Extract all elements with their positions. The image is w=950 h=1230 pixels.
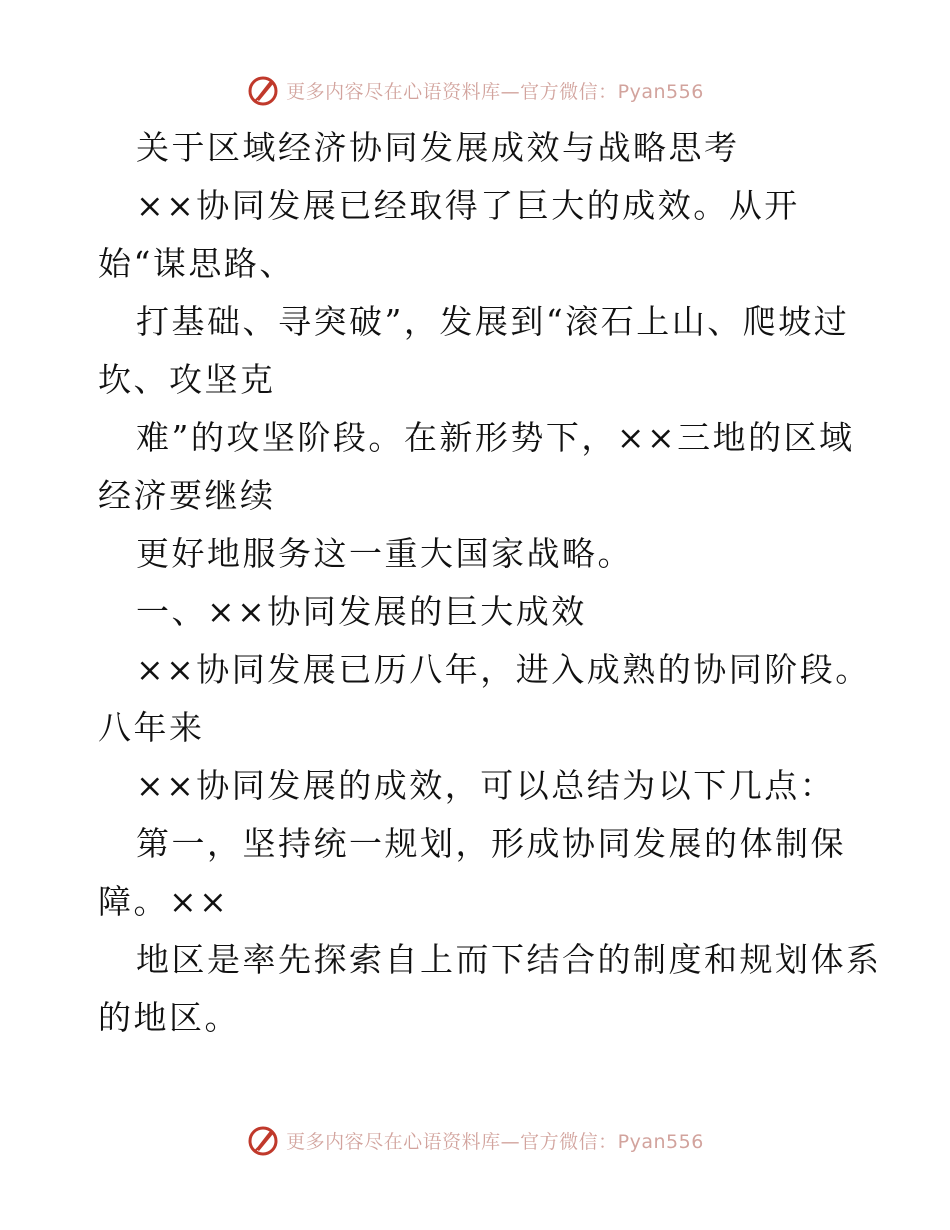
paragraph-line: 的地区。 [98,998,240,1037]
paragraph-line: 难”的攻坚阶段。在新形势下，××三地的区域 [136,418,855,457]
paragraph-line: 更好地服务这一重大国家战略。 [136,534,633,573]
watermark-text: 更多内容尽在心语资料库—官方微信：Pyan556 [286,1130,704,1153]
paragraph-line: ××协同发展的成效，可以总结为以下几点： [136,766,836,805]
document-title: 关于区域经济协同发展成效与战略思考 [136,128,740,167]
paragraph-line: 障。×× [98,882,230,921]
paragraph-line: 始“谋思路、 [98,244,295,283]
paragraph-line: 坎、攻坚克 [98,360,276,399]
paragraph-line: 经济要继续 [98,476,276,515]
footer-watermark-banner [0,1120,950,1160]
paragraph-line: 第一，坚持统一规划，形成协同发展的体制保 [136,824,846,863]
paragraph-line: ××协同发展已经取得了巨大的成效。从开 [136,186,800,225]
header-watermark-banner [0,70,950,110]
paragraph-line: ××协同发展已历八年，进入成熟的协同阶段。 [136,650,871,689]
quill-pen-logo-icon [246,73,280,107]
quill-pen-logo-icon [246,1123,280,1157]
paragraph-line: 打基础、寻突破”，发展到“滚石上山、爬坡过 [136,302,850,341]
watermark-text: 更多内容尽在心语资料库—官方微信：Pyan556 [286,80,704,103]
section-heading: 一、××协同发展的巨大成效 [136,592,587,631]
paragraph-line: 八年来 [98,708,205,747]
paragraph-line: 地区是率先探索自上而下结合的制度和规划体系 [136,940,882,979]
